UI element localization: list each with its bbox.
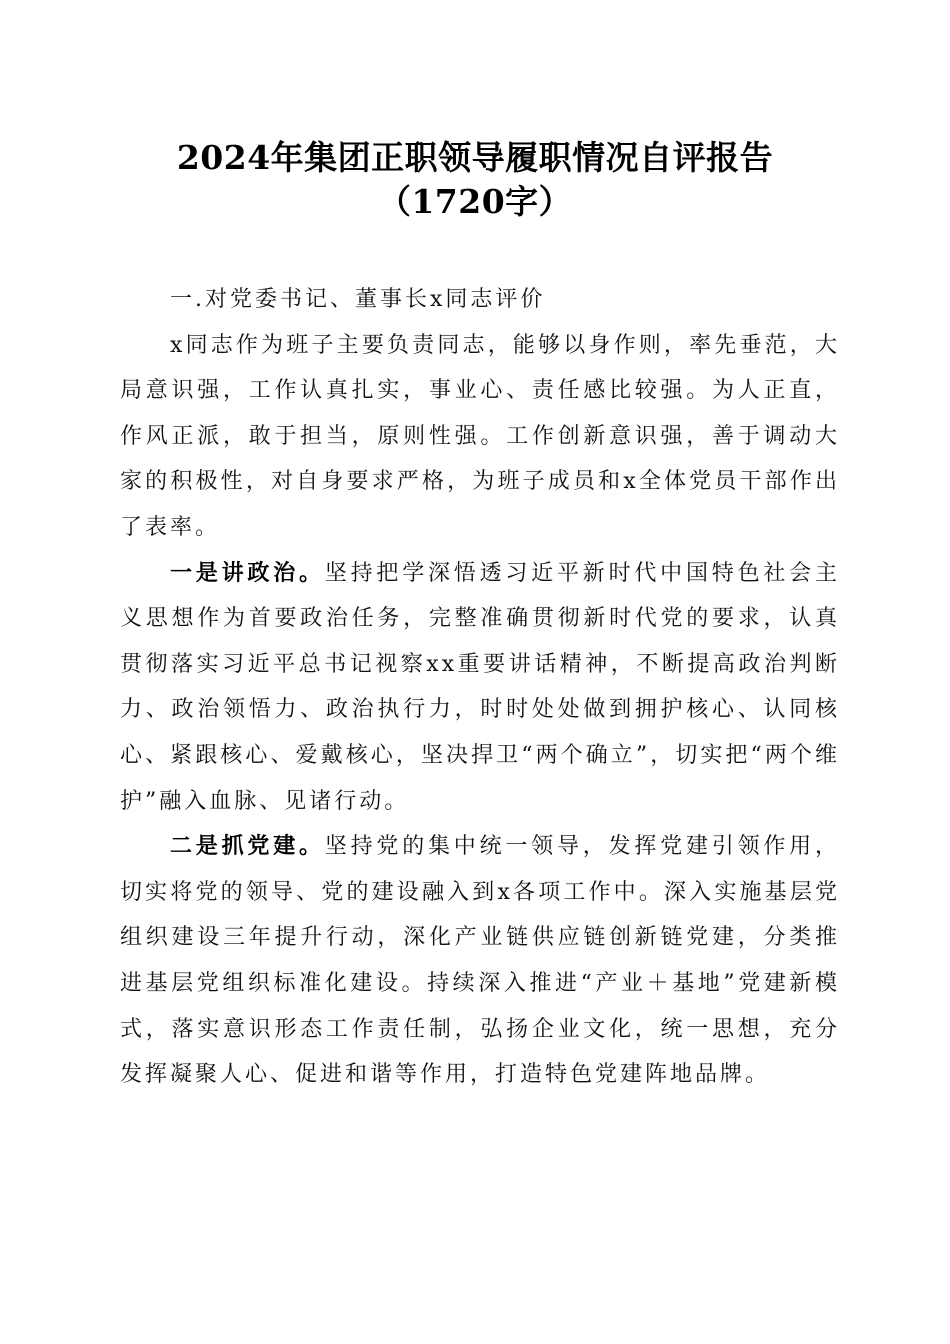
document-body — [120, 277, 840, 1098]
paragraph-evaluation — [120, 323, 840, 551]
paragraph-lead: 一是讲政治。 — [170, 559, 325, 586]
paragraph-text: 坚持党的集中统一领导，发挥党建引领作用，切实将党的领导、党的建设融入到x各项工作中。深入实施基层党组织建设三年提升行动，深化产业链供应链创新链党建，分类推进基层党组织标准化建设。持续深入推进“产业＋基地”党建新模式，落实意识形态工作责任制，弘扬企业文化，统一思想，充分发挥凝聚人心、促进和谐等作用，打造特色党建阵地品牌。 — [120, 834, 840, 1088]
title-line-1: 2024年集团正职领导履职情况自评报告 — [176, 138, 774, 177]
paragraph-text: 坚持把学深悟透习近平新时代中国特色社会主义思想作为首要政治任务，完整准确贯彻新时代党的要求，认真贯彻落实习近平总书记视察xx重要讲话精神，不断提高政治判断力、政治领悟力、政治执行力，时时处处做到拥护核心、认同核心、紧跟核心、爱戴核心，坚决捍卫“两个确立”，切实把“两个维护”融入血脉、见诸行动。 — [120, 560, 840, 814]
paragraph-politics — [120, 551, 840, 825]
paragraph-lead: 二是抓党建。 — [170, 833, 325, 860]
document-title — [0, 136, 950, 224]
section-heading-text: 一.对党委书记、董事长x同志评价 — [170, 287, 546, 312]
section-heading — [120, 277, 840, 323]
paragraph-party-building — [120, 824, 840, 1098]
title-line-2: （1720字） — [377, 182, 573, 221]
paragraph-text: x同志作为班子主要负责同志，能够以身作则，率先垂范，大局意识强，工作认真扎实，事业心、责任感比较强。为人正直，作风正派，敢于担当，原则性强。工作创新意识强，善于调动大家的积极性，对自身要求严格，为班子成员和x全体党员干部作出了表率。 — [120, 332, 840, 540]
